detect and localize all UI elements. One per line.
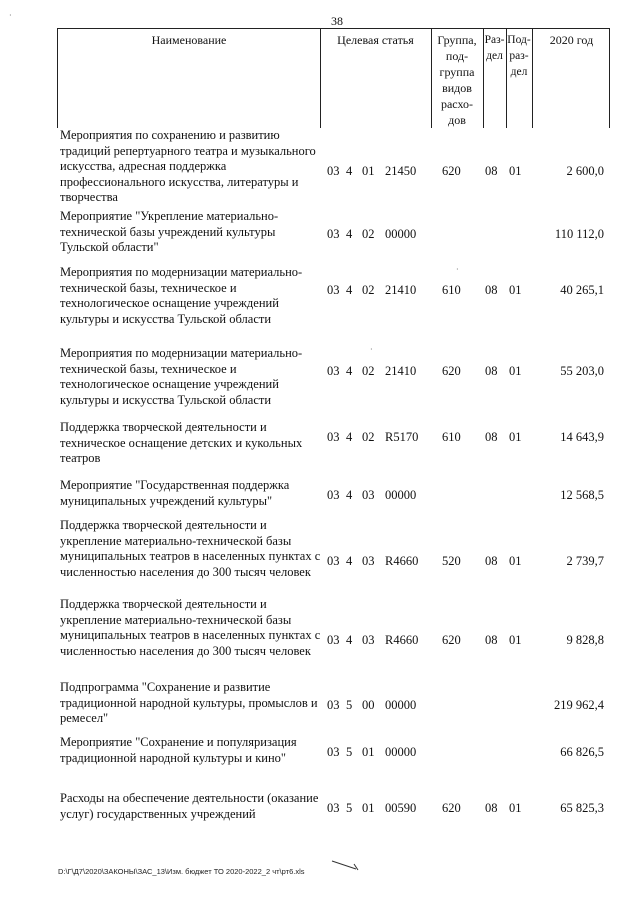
row-name: Мероприятия по модернизации материально-технической базы, техническое и технологическое оснащение учреждений культуры и искусства Тульской области [60, 346, 303, 407]
row-name: Поддержка творческой деятельности и укрепление материально-технической базы муниципальных театров в населенных пунктах с численностью населения до 300 тысяч человек [60, 518, 321, 579]
row-grp: 620 [442, 801, 461, 815]
row-name: Мероприятие "Государственная поддержка муниципальных учреждений культуры" [60, 478, 290, 508]
row-c4: 00590 [385, 801, 417, 815]
row-amount: 65 825,3 [560, 801, 604, 815]
row-name: Расходы на обеспечение деятельности (оказание услуг) государственных учреждений [60, 791, 319, 821]
row-c2: 4 [346, 364, 353, 378]
row-amount: 219 962,4 [554, 698, 604, 712]
scan-mark: · [9, 11, 12, 20]
row-c2: 4 [346, 227, 353, 241]
header-name: Наименование [151, 33, 227, 47]
row-c2: 4 [346, 164, 353, 178]
row-c3: 03 [362, 633, 375, 647]
row-sec: 08 [485, 801, 498, 815]
row-c1: 03 [327, 801, 340, 815]
row-sec: 08 [485, 430, 498, 444]
header-target: Целевая статья [337, 33, 414, 47]
row-c4: 00000 [385, 745, 417, 759]
divider [532, 29, 533, 128]
row-name: Мероприятия по сохранению и развитию традиций репертуарного театра и музыкального искусства, адресная поддержка профессионального искусства, литературы и творчества [60, 128, 316, 204]
row-c2: 4 [346, 633, 353, 647]
row-amount: 40 265,1 [560, 283, 604, 297]
divider [431, 29, 432, 128]
row-grp: 620 [442, 633, 461, 647]
row-sub: 01 [509, 164, 522, 178]
row-sec: 08 [485, 364, 498, 378]
row-c1: 03 [327, 488, 340, 502]
row-c3: 01 [362, 164, 375, 178]
row-amount: 66 826,5 [560, 745, 604, 759]
row-sub: 01 [509, 364, 522, 378]
row-c3: 02 [362, 364, 375, 378]
row-sec: 08 [485, 164, 498, 178]
row-amount: 14 643,9 [560, 430, 604, 444]
row-c4: 00000 [385, 698, 417, 712]
row-c1: 03 [327, 364, 340, 378]
row-grp: 610 [442, 430, 461, 444]
row-c4: 00000 [385, 488, 417, 502]
row-c1: 03 [327, 430, 340, 444]
row-c1: 03 [327, 745, 340, 759]
row-name: Мероприятия по модернизации материально-технической базы, техническое и технологическое оснащение учреждений культуры и искусства Тульской области [60, 265, 303, 326]
row-amount: 55 203,0 [560, 364, 604, 378]
row-c4: 00000 [385, 227, 417, 241]
row-c3: 02 [362, 430, 375, 444]
row-name: Поддержка творческой деятельности и техническое оснащение детских и кукольных театров [60, 420, 303, 465]
row-c3: 01 [362, 745, 375, 759]
row-c2: 4 [346, 554, 353, 568]
row-sub: 01 [509, 430, 522, 444]
row-c2: 4 [346, 430, 353, 444]
scan-mark: · [370, 345, 373, 354]
row-c1: 03 [327, 227, 340, 241]
row-name: Подпрограмма "Сохранение и развитие традиционной народной культуры, промыслов и ремесел" [60, 680, 318, 725]
row-sec: 08 [485, 554, 498, 568]
divider [506, 29, 507, 128]
row-c1: 03 [327, 283, 340, 297]
row-c4: R4660 [385, 633, 419, 647]
row-c2: 4 [346, 488, 353, 502]
row-c2: 4 [346, 283, 353, 297]
row-amount: 2 600,0 [566, 164, 604, 178]
row-c1: 03 [327, 633, 340, 647]
row-c3: 02 [362, 227, 375, 241]
row-grp: 620 [442, 364, 461, 378]
row-amount: 12 568,5 [560, 488, 604, 502]
row-c4: 21410 [385, 364, 417, 378]
signature-mark [330, 858, 360, 872]
header-year: 2020 год [549, 33, 594, 47]
row-c4: 21410 [385, 283, 417, 297]
file-path-footer: D:\Г\Д7\2020\ЗАКОНЫ\ЗАС_13\Изм. бюджет ТО 2020-2022_2 чт\рт6.xls [58, 867, 305, 876]
row-amount: 110 112,0 [554, 227, 604, 241]
row-name: Мероприятие "Сохранение и популяризация традиционной народной культуры и кино" [60, 735, 297, 765]
row-sec: 08 [485, 633, 498, 647]
divider [320, 29, 321, 128]
row-grp: 610 [442, 283, 461, 297]
row-c2: 5 [346, 745, 353, 759]
row-c4: R4660 [385, 554, 419, 568]
row-c1: 03 [327, 698, 340, 712]
row-c2: 5 [346, 698, 353, 712]
row-c3: 01 [362, 801, 375, 815]
header-section: Раз- дел [484, 34, 505, 62]
row-c3: 03 [362, 554, 375, 568]
page-number: 38 [331, 14, 343, 28]
row-grp: 620 [442, 164, 461, 178]
row-name: Поддержка творческой деятельности и укрепление материально-технической базы муниципальных театров в населенных пунктах с численностью населения до 300 тысяч человек [60, 597, 321, 658]
row-name: Мероприятие "Укрепление материально-технической базы учреждений культуры Тульской области" [60, 209, 279, 254]
row-c3: 02 [362, 283, 375, 297]
row-sec: 08 [485, 283, 498, 297]
row-c3: 03 [362, 488, 375, 502]
table-header [57, 28, 610, 128]
row-grp: 520 [442, 554, 461, 568]
row-sub: 01 [509, 283, 522, 297]
budget-table [57, 28, 610, 821]
header-group: Группа, под- группа видов расхо- дов [437, 33, 477, 127]
row-sub: 01 [509, 633, 522, 647]
row-c2: 5 [346, 801, 353, 815]
row-amount: 9 828,8 [566, 633, 604, 647]
header-subsection: Под- раз- дел [507, 34, 531, 78]
scan-mark: · [456, 265, 459, 274]
row-c4: R5170 [385, 430, 419, 444]
row-c4: 21450 [385, 164, 417, 178]
divider [483, 29, 484, 128]
row-sub: 01 [509, 554, 522, 568]
row-sub: 01 [509, 801, 522, 815]
row-amount: 2 739,7 [566, 554, 604, 568]
row-c1: 03 [327, 164, 340, 178]
row-c1: 03 [327, 554, 340, 568]
row-c3: 00 [362, 698, 375, 712]
